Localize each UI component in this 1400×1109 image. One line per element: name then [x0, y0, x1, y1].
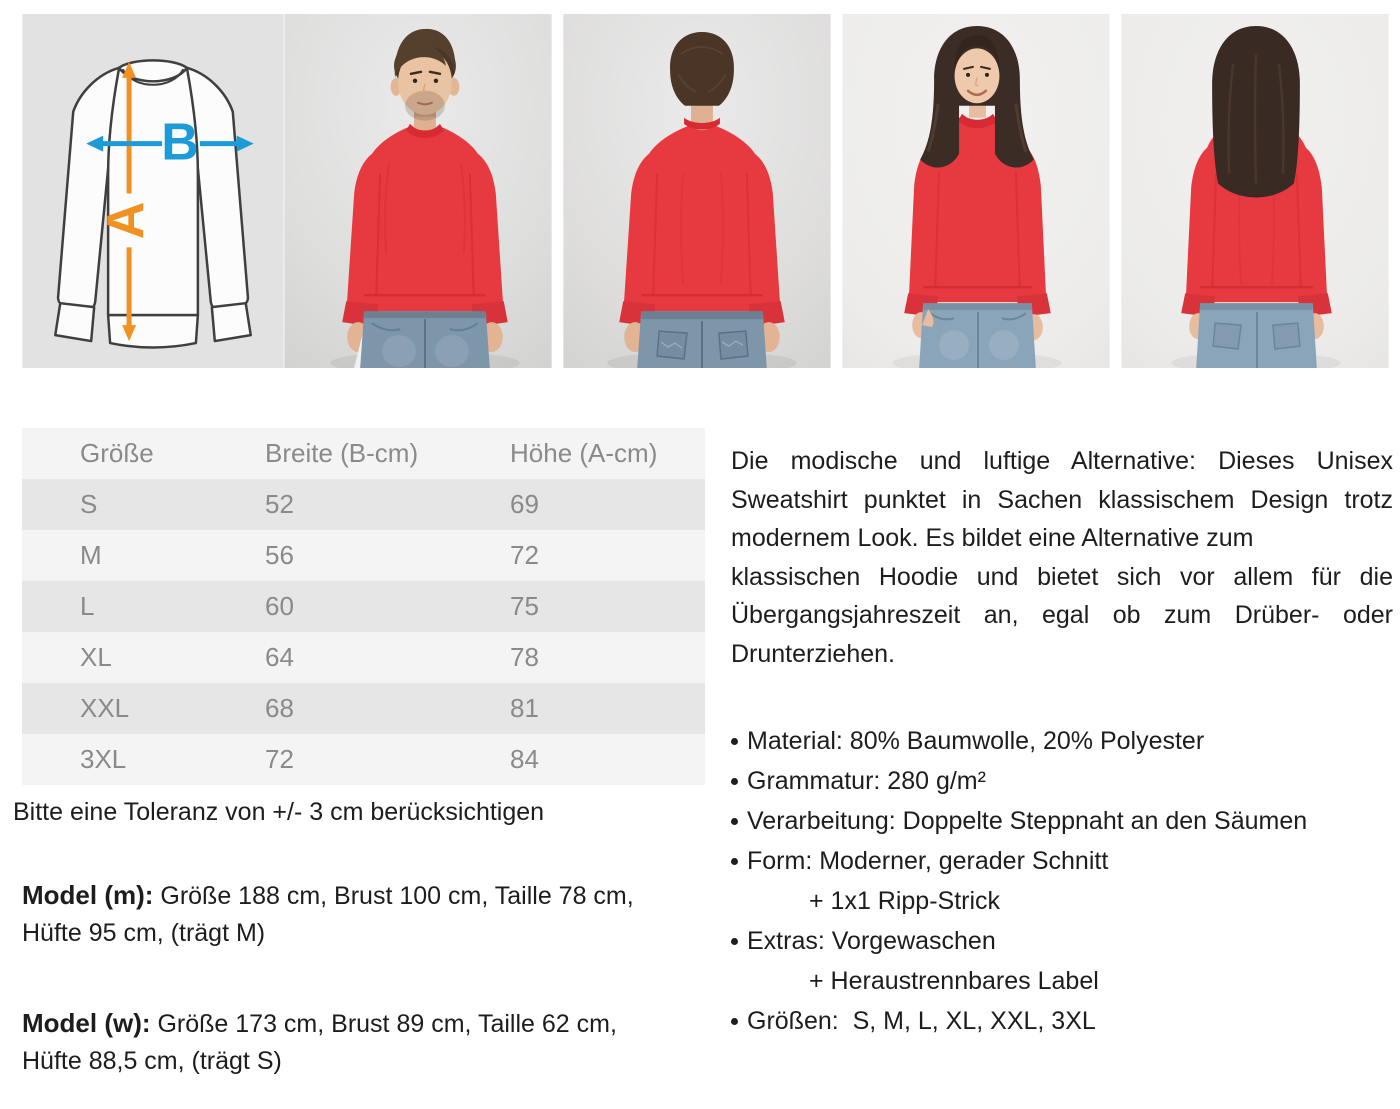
size-table-cell: 81 [510, 693, 539, 723]
photo-row [22, 14, 1389, 368]
feature-text: Extras: Vorgewaschen [747, 921, 1393, 961]
size-section [13, 428, 705, 1105]
man-back-hair [670, 32, 734, 106]
measure-label-b: B [161, 112, 199, 171]
product-description [731, 442, 1393, 673]
feature-text: Grammatur: 280 g/m² [747, 761, 1393, 801]
size-table [22, 428, 705, 785]
feature-item [747, 841, 1393, 921]
feature-text: Material: 80% Baumwolle, 20% Polyester [747, 721, 1393, 761]
size-table-cell: 75 [510, 591, 539, 621]
man-front-illustration [284, 14, 552, 368]
size-table-cell: 3XL [80, 744, 127, 774]
size-table-body [22, 479, 705, 785]
feature-continuation: + Heraustrennbares Label [809, 967, 1099, 995]
man-back-illustration [563, 14, 831, 368]
description-line: klassischen Hoodie und bietet sich vor allem für die [731, 562, 1393, 591]
size-table-row [22, 632, 705, 683]
measure-label-a: A [95, 201, 154, 240]
size-table-row [22, 479, 705, 530]
jeans-man-front [354, 311, 490, 368]
feature-item [747, 1001, 1393, 1041]
feature-continuation: + 1x1 Ripp-Strick [809, 887, 1001, 915]
size-table-cell: 60 [265, 591, 294, 621]
size-table-cell: 78 [510, 642, 539, 672]
jeans-woman-front [919, 303, 1036, 368]
size-diagram-panel [22, 14, 284, 368]
photo-man-front [284, 14, 552, 368]
feature-item [747, 921, 1393, 1001]
description-line: Übergangsjahreszeit an, egal ob zum Drüber- oder [731, 601, 1393, 629]
model-m-info [22, 877, 712, 952]
feature-item [747, 801, 1393, 841]
description-section [731, 428, 1393, 1041]
model-w-measurements: Größe 173 cm, Brust 89 cm, Taille 62 cm, [157, 1010, 617, 1038]
photo-man-back [563, 14, 831, 368]
photo-woman-front [842, 14, 1110, 368]
feature-item [747, 721, 1393, 761]
size-table-row [22, 530, 705, 581]
size-table-cell: 68 [265, 693, 294, 723]
description-line: Die modische und luftige Alternative: Dieses Unisex [731, 447, 1393, 475]
feature-text: Größen: S, M, L, XL, XXL, 3XL [747, 1001, 1393, 1041]
model-m-label: Model (m): [22, 880, 154, 910]
size-table-cell: 69 [510, 489, 539, 519]
model-m-measurements-line2: Hüfte 95 cm, (trägt M) [22, 919, 266, 947]
size-table-cell: 64 [265, 642, 294, 672]
size-table-cell: 72 [510, 540, 539, 570]
size-table-cell: L [80, 591, 95, 621]
woman-back-illustration [1121, 14, 1389, 368]
model-w-info [22, 1005, 712, 1080]
description-line: Drunterziehen. [731, 639, 895, 668]
description-line: modernem Look. Es bildet eine Alternative zum [731, 524, 1254, 552]
feature-text: Verarbeitung: Doppelte Steppnaht an den Säumen [747, 801, 1393, 841]
size-table-row [22, 734, 705, 785]
jeans-woman-back [1196, 303, 1317, 368]
model-w-measurements-line2: Hüfte 88,5 cm, (trägt S) [22, 1047, 282, 1075]
size-table-cell: M [80, 540, 102, 570]
sweatshirt-measurement-diagram [22, 14, 284, 368]
size-table-head-row [22, 428, 705, 479]
tolerance-note: Bitte eine Toleranz von +/- 3 cm berücksichtigen [13, 798, 545, 826]
size-table-header-cell: Höhe (A-cm) [510, 438, 658, 468]
size-table-header-cell: Größe [80, 438, 154, 468]
description-line: Sweatshirt punktet in Sachen klassischem Design trotz [731, 485, 1393, 514]
feature-item [747, 761, 1393, 801]
feature-text: Form: Moderner, gerader Schnitt [747, 841, 1393, 881]
jeans-man-back [637, 311, 767, 368]
size-table-cell: 52 [265, 489, 294, 519]
size-table-cell: 72 [265, 744, 294, 774]
photo-woman-back [1121, 14, 1389, 368]
model-m-measurements: Größe 188 cm, Brust 100 cm, Taille 78 cm, [160, 882, 634, 910]
size-table-cell: 56 [265, 540, 294, 570]
size-table-cell: XXL [80, 693, 130, 723]
size-table-header-cell: Breite (B-cm) [265, 438, 419, 468]
model-w-label: Model (w): [22, 1008, 151, 1038]
size-table-cell: S [80, 489, 98, 519]
size-table-row [22, 581, 705, 632]
feature-list [731, 721, 1393, 1041]
woman-front-illustration [842, 14, 1110, 368]
size-table-cell: 84 [510, 744, 539, 774]
size-table-row [22, 683, 705, 734]
size-table-cell: XL [80, 642, 112, 672]
